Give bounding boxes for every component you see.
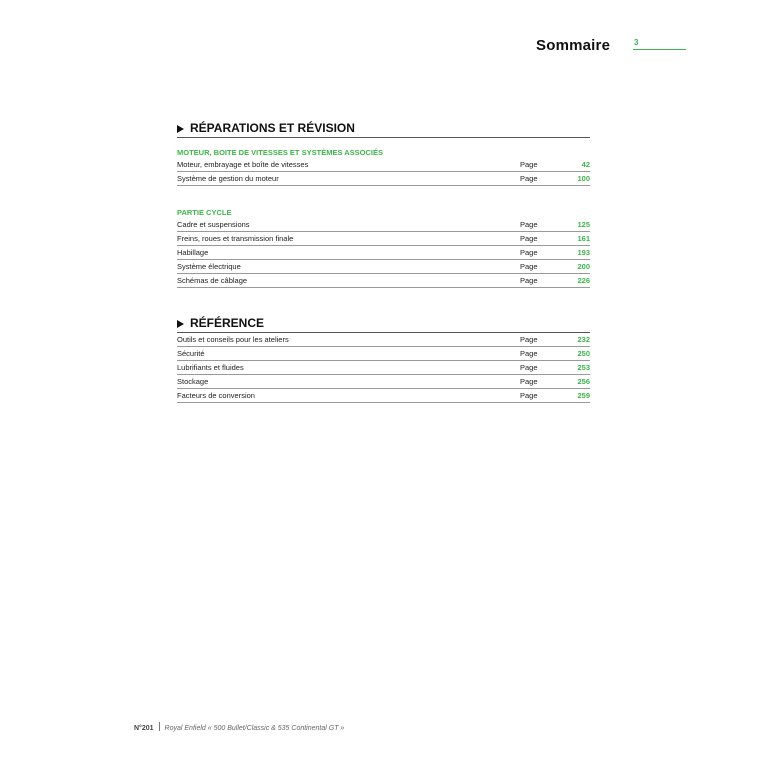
- section-title-text: RÉPARATIONS ET RÉVISION: [190, 121, 355, 135]
- triangle-bullet-icon: [177, 320, 184, 328]
- toc-entry[interactable]: [177, 361, 590, 375]
- publication-title: Royal Enfield « 500 Bullet/Classic & 535 Continental GT »: [164, 725, 345, 732]
- footer-divider: [159, 722, 160, 731]
- toc-entry[interactable]: [177, 333, 590, 347]
- toc-entry-page-word: Page: [520, 234, 538, 243]
- toc-entry-label: Facteurs de conversion: [177, 391, 255, 400]
- toc-entry[interactable]: [177, 347, 590, 361]
- toc-entry-page-number: 100: [577, 174, 590, 183]
- subsection-engine: [177, 148, 590, 186]
- subsection-chassis: [177, 208, 590, 288]
- toc-entry-page-number: 250: [577, 349, 590, 358]
- toc-entry-page-number: 161: [577, 234, 590, 243]
- page-title: Sommaire: [536, 37, 611, 54]
- toc-entry[interactable]: [177, 389, 590, 403]
- toc-entry-label: Habillage: [177, 248, 209, 257]
- toc-entry-page-word: Page: [520, 174, 538, 183]
- toc-entry[interactable]: [177, 158, 590, 172]
- subsection-title: PARTIE CYCLE: [177, 208, 232, 217]
- toc-entry-page-word: Page: [520, 160, 538, 169]
- toc-entry-page-word: Page: [520, 248, 538, 257]
- toc-entry-page-number: 226: [577, 276, 590, 285]
- toc-entry-label: Stockage: [177, 377, 209, 386]
- toc-entry-page-word: Page: [520, 391, 538, 400]
- issue-number: N°201: [134, 725, 154, 732]
- toc-entry-page-word: Page: [520, 377, 538, 386]
- toc-entry-page-word: Page: [520, 220, 538, 229]
- toc-entry-label: Lubrifiants et fluides: [177, 363, 244, 372]
- toc-entry-page-number: 125: [577, 220, 590, 229]
- toc-entry-label: Système électrique: [177, 262, 241, 271]
- toc-entry-label: Freins, roues et transmission finale: [177, 234, 294, 243]
- toc-entry[interactable]: [177, 260, 590, 274]
- toc-entry-page-word: Page: [520, 363, 538, 372]
- toc-entry-page-word: Page: [520, 276, 538, 285]
- toc-entry-label: Sécurité: [177, 349, 205, 358]
- toc-entry[interactable]: [177, 218, 590, 232]
- toc-entry-label: Cadre et suspensions: [177, 220, 250, 229]
- section-title: [177, 316, 590, 330]
- toc-entry-page-word: Page: [520, 335, 538, 344]
- toc-entry-label: Moteur, embrayage et boîte de vitesses: [177, 160, 309, 169]
- toc-entry-page-number: 232: [577, 335, 590, 344]
- toc-entry-label: Schémas de câblage: [177, 276, 248, 285]
- section-title: [177, 121, 590, 135]
- page-number: 3: [633, 38, 686, 50]
- triangle-bullet-icon: [177, 125, 184, 133]
- toc-entry-page-number: 259: [577, 391, 590, 400]
- toc-entry-page-number: 253: [577, 363, 590, 372]
- toc-entry-page-word: Page: [520, 262, 538, 271]
- section-repairs: [177, 121, 590, 288]
- toc-entry-page-number: 42: [581, 160, 590, 169]
- section-reference: [177, 316, 590, 403]
- section-divider: [177, 137, 590, 138]
- toc-entry[interactable]: [177, 172, 590, 186]
- toc-entry-label: Outils et conseils pour les ateliers: [177, 335, 289, 344]
- toc-entry-label: Système de gestion du moteur: [177, 174, 279, 183]
- toc-entry[interactable]: [177, 375, 590, 389]
- page-footer: [134, 722, 344, 732]
- toc-entry-page-word: Page: [520, 349, 538, 358]
- toc-entry[interactable]: [177, 246, 590, 260]
- toc-entry-page-number: 256: [577, 377, 590, 386]
- toc-entry[interactable]: [177, 274, 590, 288]
- toc-entry[interactable]: [177, 232, 590, 246]
- toc-entry-page-number: 200: [577, 262, 590, 271]
- subsection-title: MOTEUR, BOITE DE VITESSES ET SYSTÈMES ASSOCIÉS: [177, 148, 384, 157]
- toc-entry-page-number: 193: [577, 248, 590, 257]
- section-title-text: RÉFÉRENCE: [190, 316, 265, 330]
